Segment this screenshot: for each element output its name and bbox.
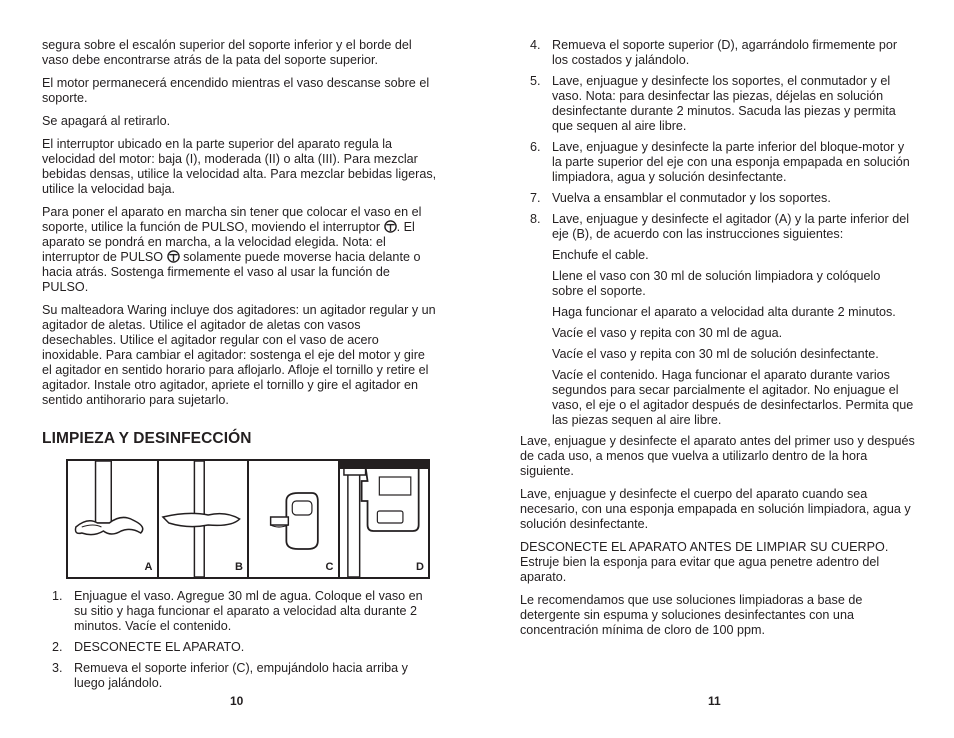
list-item xyxy=(520,38,915,68)
substep: Enchufe el cable. xyxy=(552,248,649,262)
pulse-text-1: Para poner el aparato en marcha sin tener que colocar el vaso en el soporte, utilice la función de PULSO, moviendo el interruptor xyxy=(42,205,422,234)
step-number: 6. xyxy=(530,140,541,154)
step-text: Remueva el soporte inferior (C), empujándolo hacia arriba y luego jalándolo. xyxy=(74,661,408,690)
list-item xyxy=(42,661,437,691)
step-text: Enjuague el vaso. Agregue 30 ml de agua. Coloque el vaso en su sitio y haga funcionar el aparato a velocidad alta durante 2 minutos. Vacíe el contenido. xyxy=(74,589,423,633)
lower-support-illustration xyxy=(249,461,338,577)
substep: Vacíe el vaso y repita con 30 ml de solución desinfectante. xyxy=(552,347,879,361)
step-number: 8. xyxy=(530,212,541,226)
pulse-text-2: . El aparato se pondrá en marcha, a la velocidad elegida. Nota: el interruptor de PULSO xyxy=(42,220,415,264)
substep: Vacíe el contenido. Haga funcionar el aparato durante varios segundos para secar parcialmente el agitador. No enjuague el vaso, el eje o el agitador después de desinfectarlos. Permita que las piezas sequen al aire libre. xyxy=(552,368,914,427)
step-number: 5. xyxy=(530,74,541,88)
list-item xyxy=(520,74,915,134)
right-page xyxy=(520,38,915,646)
shaft-illustration xyxy=(159,461,248,577)
paragraph: El motor permanecerá encendido mientras el vaso descanse sobre el soporte. xyxy=(42,76,430,105)
figure-label-c: C xyxy=(325,561,334,573)
step-text: DESCONECTE EL APARATO. xyxy=(74,640,245,654)
step-text: Lave, enjuague y desinfecte los soportes, el conmutador y el vaso. Nota: para desinfectar las piezas, déjelas en solución desinfectante durante 2 minutos. Sacuda las piezas y permita que sequen al aire libre. xyxy=(552,74,896,133)
paragraph: El interruptor ubicado en la parte superior del aparato regula la velocidad del motor: baja (I), moderada (II) o alta (III). Para mezclar bebidas densas, utilice la velocidad alta. Para mezclar bebidas ligeras, utilice la velocidad baja. xyxy=(42,137,437,196)
pulse-paragraph xyxy=(42,205,437,295)
step-text: Lave, enjuague y desinfecte el agitador (A) y la parte inferior del eje (B), de acuerdo con las instrucciones siguientes: xyxy=(552,212,910,241)
step-text: Vuelva a ensamblar el conmutador y los soportes. xyxy=(552,191,831,205)
step-number: 1. xyxy=(52,589,63,603)
page-number-left: 10 xyxy=(230,694,244,708)
list-item xyxy=(42,589,437,634)
paragraph: segura sobre el escalón superior del soporte inferior y el borde del vaso debe encontrarse atrás de la pata del soporte superior. xyxy=(42,38,412,67)
paragraph: Le recomendamos que use soluciones limpiadoras a base de detergente sin espuma y soluciones desinfectantes con una concentración mínima de cloro de 100 ppm. xyxy=(520,593,863,637)
paragraph: Se apagará al retirarlo. xyxy=(42,114,171,128)
agitator-paragraph: Su malteadora Waring incluye dos agitadores: un agitador regular y un agitador de aletas. Utilice el agitador de aletas con vasos desechables. Utilice el agitador regular con el vaso de acero inoxidable. Para cambiar el agitador: sostenga el eje del motor y gire el agitador en sentido horario para aflojarlo. Afloje el tornillo y retire el agitador. Instale otro agitador, apriete el tornillo y gire el agitador en sentido antihorario para sujetarlo. xyxy=(42,303,436,407)
step-text: Lave, enjuague y desinfecte la parte inferior del bloque-motor y la parte superior del eje con una esponja empapada en solución limpiadora, agua y solución desinfectante. xyxy=(552,140,910,184)
steps-list-left xyxy=(42,589,437,691)
figure-panel-b xyxy=(159,461,250,577)
substep: Haga funcionar el aparato a velocidad alta durante 2 minutos. xyxy=(552,305,896,319)
substep: Llene el vaso con 30 ml de solución limpiadora y colóquelo sobre el soporte. xyxy=(552,269,881,298)
step-number: 2. xyxy=(52,640,63,654)
figure-panel-d xyxy=(340,461,429,577)
upper-support-illustration xyxy=(340,461,429,577)
cleaning-figure xyxy=(66,459,430,579)
list-item xyxy=(520,191,915,206)
substep: Vacíe el vaso y repita con 30 ml de agua. xyxy=(552,326,783,340)
steps-list-right xyxy=(520,38,915,242)
page-number-right: 11 xyxy=(708,694,721,708)
pulse-text-3: solamente puede moverse hacia delante o hacia atrás. Sostenga firmemente el vaso al usar la función de PULSO. xyxy=(42,250,421,294)
paragraph: Lave, enjuague y desinfecte el aparato antes del primer uso y después de cada uso, a menos que vuelva a utilizarlo dentro de la hora siguiente. xyxy=(520,434,915,478)
figure-panel-c xyxy=(249,461,340,577)
list-item xyxy=(520,212,915,242)
list-item xyxy=(520,140,915,185)
figure-panel-a xyxy=(68,461,159,577)
paragraph: DESCONECTE EL APARATO ANTES DE LIMPIAR SU CUERPO. Estruje bien la esponja para evitar que agua penetre adentro del aparato. xyxy=(520,540,889,584)
paragraph: Lave, enjuague y desinfecte el cuerpo del aparato cuando sea necesario, con una esponja empapada en solución limpiadora, agua y solución desinfectante. xyxy=(520,487,911,531)
pulse-switch-icon xyxy=(167,250,180,263)
left-page xyxy=(42,38,437,697)
pulse-switch-icon xyxy=(384,220,397,233)
figure-label-a: A xyxy=(144,561,153,573)
figure-label-d: D xyxy=(416,561,424,573)
figure-label-b: B xyxy=(235,561,243,573)
section-heading: LIMPIEZA Y DESINFECCIÓN xyxy=(42,430,252,447)
step-number: 7. xyxy=(530,191,541,205)
step-number: 4. xyxy=(530,38,541,52)
list-item xyxy=(42,640,437,655)
step-text: Remueva el soporte superior (D), agarrándolo firmemente por los costados y jalándolo. xyxy=(552,38,898,67)
agitator-illustration xyxy=(68,461,157,577)
step-number: 3. xyxy=(52,661,63,675)
